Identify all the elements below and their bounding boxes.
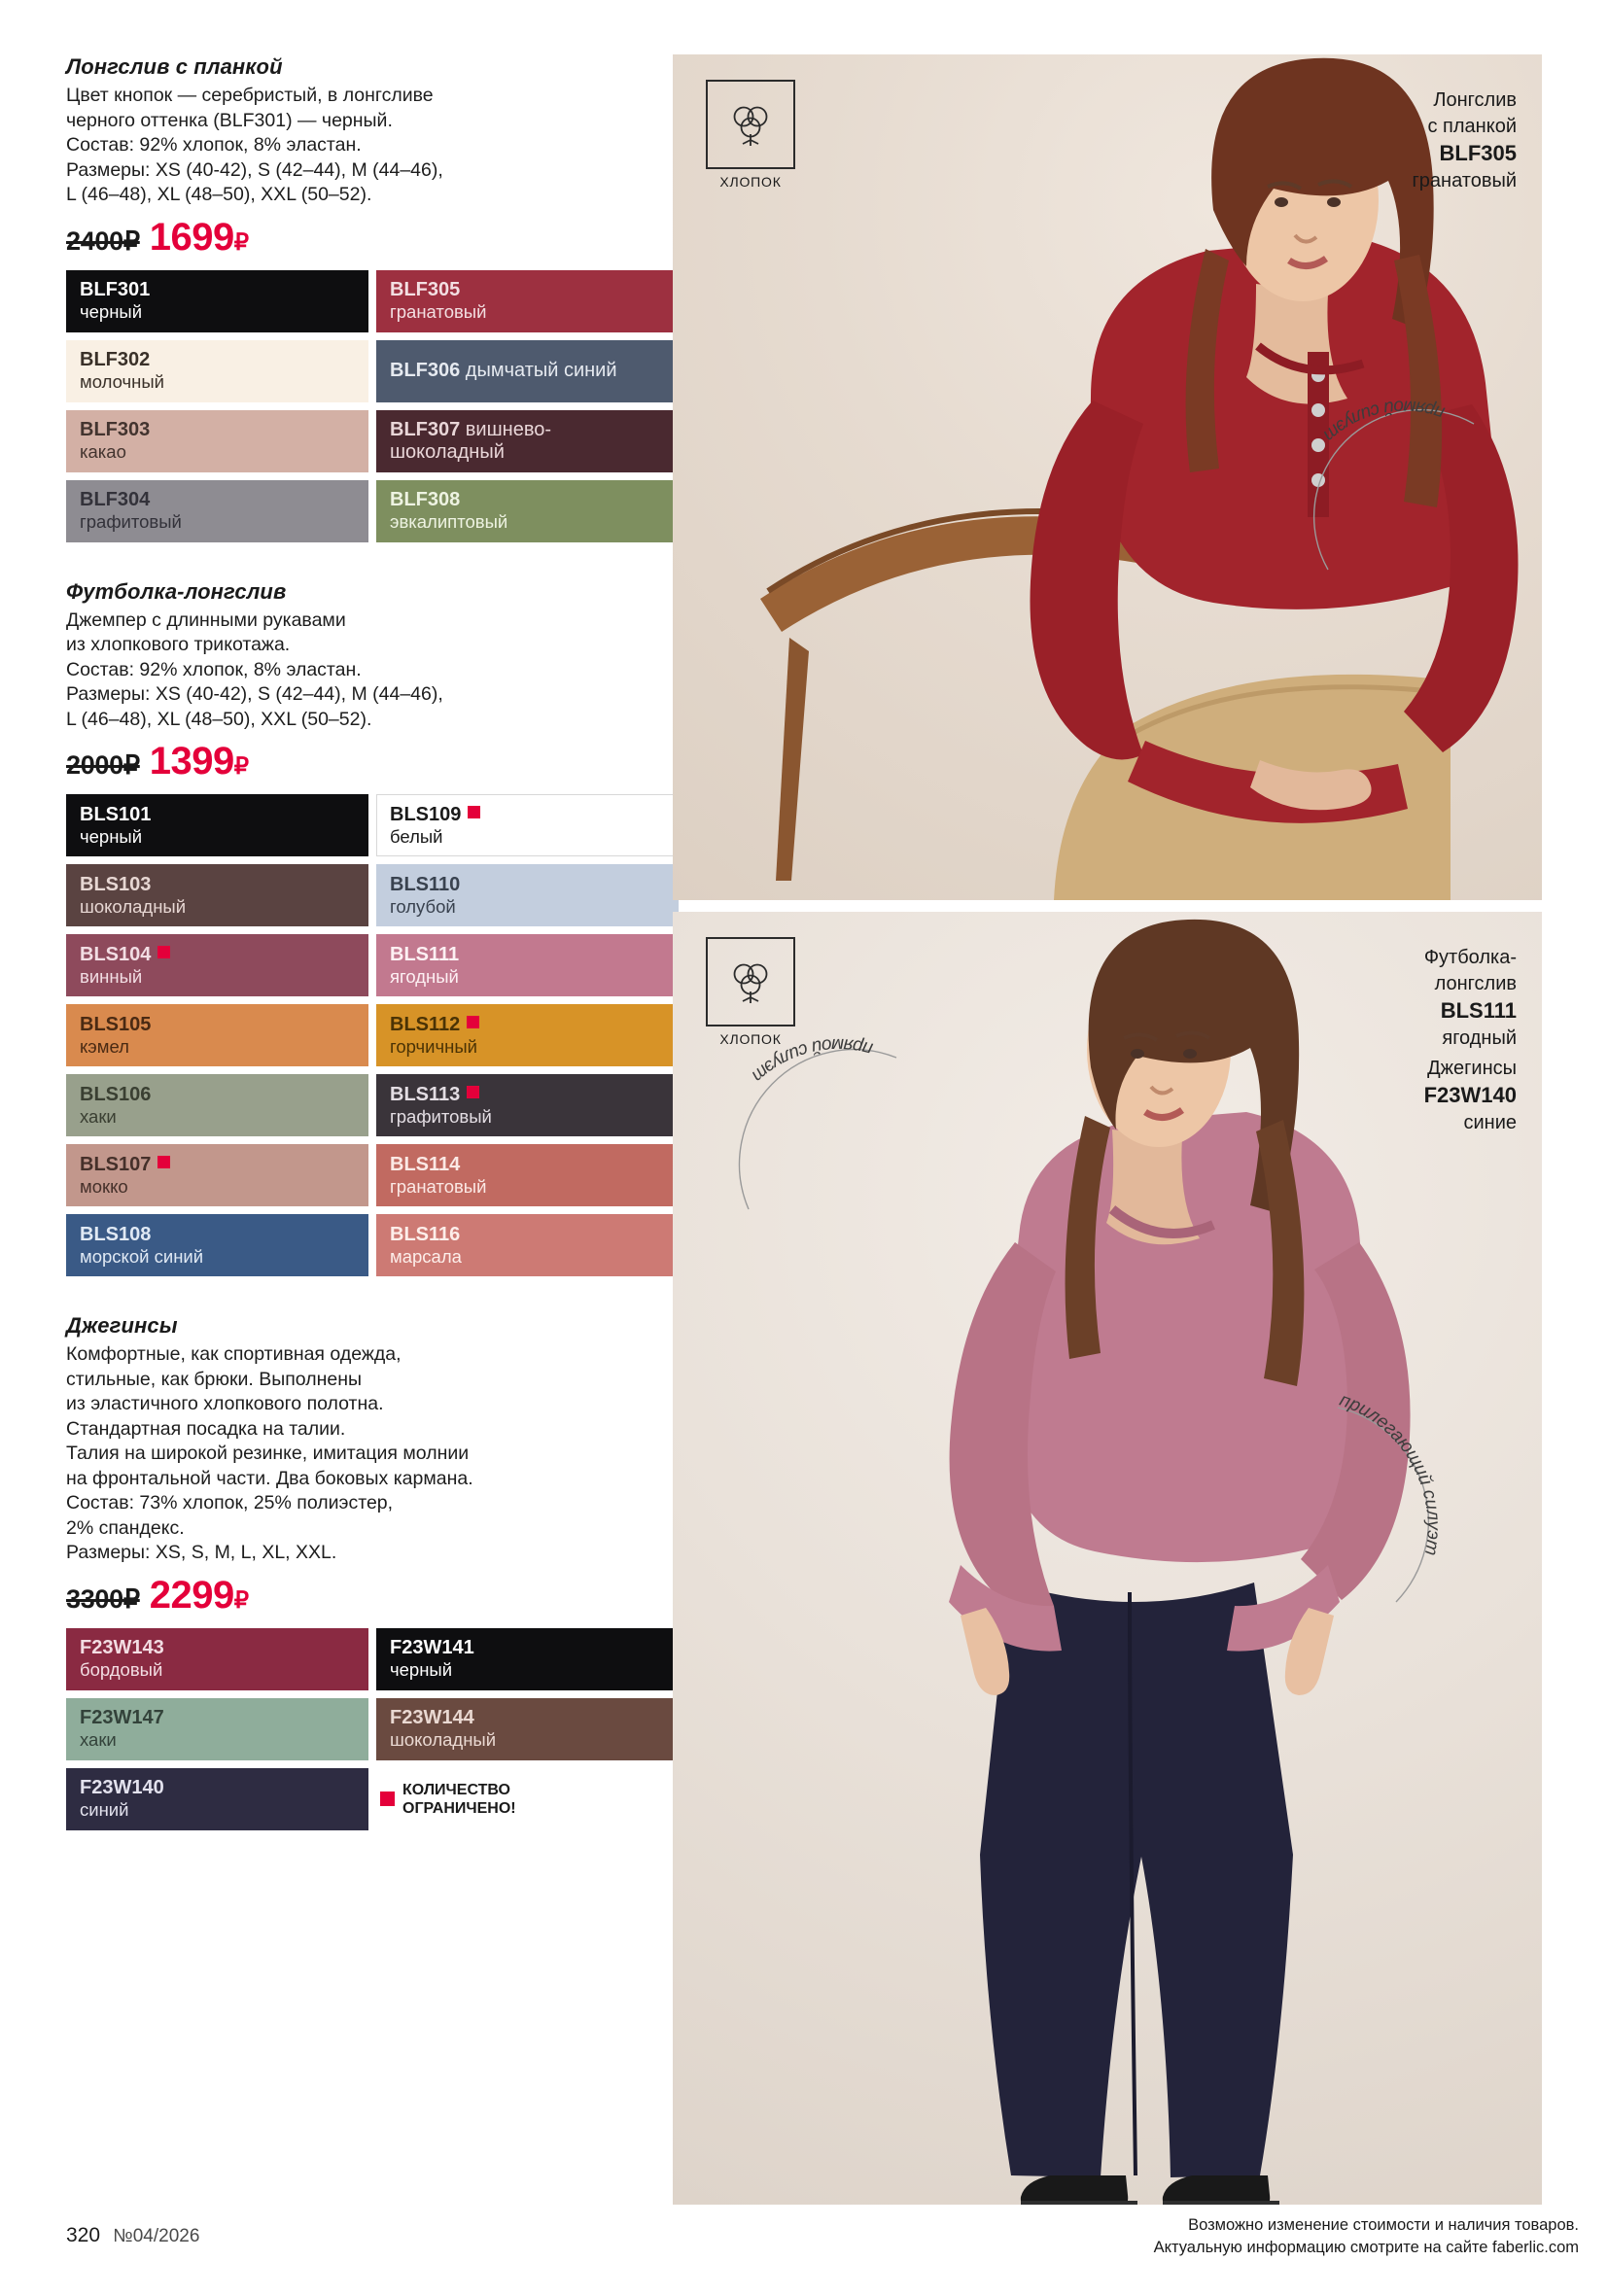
desc-line: стильные, как брюки. Выполнены — [66, 1368, 363, 1390]
new-price: 1699₽ — [149, 215, 249, 259]
new-price: 2299₽ — [149, 1573, 249, 1617]
desc-line: Талия на широкой резинке, имитация молнии — [66, 1443, 470, 1464]
color-swatch[interactable] — [66, 1144, 368, 1206]
desc-line: из эластичного хлопкового полотна. — [66, 1393, 384, 1414]
swatch-code: BLF301 — [80, 279, 151, 300]
legal-line: Возможно изменение стоимости и наличия товаров. — [1188, 2216, 1579, 2234]
swatch-name: мокко — [80, 1175, 128, 1197]
limited-quantity-marker — [467, 1016, 479, 1028]
color-swatch[interactable] — [66, 480, 368, 542]
color-swatch-grid — [66, 794, 679, 1284]
caption-color: ягодный — [1442, 1027, 1517, 1049]
swatch-code: BLS111 — [390, 943, 460, 965]
swatch-name: винный — [80, 965, 143, 987]
swatch-name: черный — [80, 825, 143, 847]
desc-line: Размеры: XS (40-42), S (42–44), M (44–46), — [66, 158, 443, 181]
swatch-name: хаки — [80, 1729, 117, 1750]
swatch-text — [390, 360, 665, 382]
color-swatch[interactable] — [66, 1698, 368, 1760]
color-swatch[interactable] — [376, 934, 679, 996]
cotton-badge — [700, 80, 801, 190]
product-block-tshirt-longsleeve — [66, 579, 679, 1285]
silhouette-arc-top — [1279, 365, 1503, 589]
swatch-code: F23W144 — [390, 1707, 474, 1728]
desc-line: L (46–48), XL (48–50), XXL (50–52). — [66, 184, 372, 205]
limited-quantity-marker — [157, 1156, 170, 1168]
product-title: Лонгслив с планкой — [66, 54, 283, 79]
color-swatch[interactable] — [66, 340, 368, 402]
color-swatch[interactable] — [376, 1698, 679, 1760]
swatch-name: кэмел — [80, 1035, 129, 1057]
caption-line: Лонгслив — [1433, 89, 1517, 111]
desc-line: Стандартная посадка на талии. — [66, 1417, 346, 1440]
color-swatch[interactable] — [66, 410, 368, 472]
desc-line: на фронтальной части. Два боковых кармана. — [66, 1467, 473, 1489]
color-swatch[interactable] — [66, 1074, 368, 1136]
old-price: 3300₽ — [66, 1583, 140, 1614]
desc-line: Цвет кнопок — серебристый, в лонгсливе — [66, 85, 434, 106]
color-swatch[interactable] — [66, 864, 368, 926]
swatch-name: голубой — [390, 895, 456, 917]
price-row — [66, 1573, 679, 1620]
caption-code: F23W140 — [1423, 1083, 1517, 1107]
swatch-name: морской синий — [80, 1245, 204, 1267]
color-swatch-grid — [66, 1628, 679, 1838]
caption-line: Джегинсы — [1427, 1058, 1517, 1079]
color-swatch[interactable] — [66, 1004, 368, 1066]
swatch-code: BLS116 — [390, 1223, 461, 1245]
desc-line: из хлопкового трикотажа. — [66, 634, 291, 655]
caption-code: BLF305 — [1439, 141, 1517, 165]
color-swatch[interactable] — [376, 864, 679, 926]
limited-quantity-marker — [157, 946, 170, 958]
swatch-code: BLF305 — [390, 279, 461, 300]
swatch-code: BLS112 — [390, 1014, 665, 1036]
arc-label: прилегающий силуэт — [1337, 1389, 1444, 1557]
color-swatch[interactable] — [66, 1768, 368, 1830]
swatch-name: молочный — [80, 371, 164, 392]
swatch-code: BLS104 — [80, 944, 355, 966]
caption-code: BLS111 — [1440, 998, 1517, 1023]
swatch-code: BLS101 — [80, 803, 152, 825]
swatch-code: BLF304 — [80, 489, 151, 510]
color-swatch[interactable] — [66, 794, 368, 856]
swatch-name: синий — [80, 1799, 129, 1820]
swatch-code: BLS113 — [390, 1084, 665, 1106]
swatch-name: черный — [390, 1659, 453, 1680]
desc-line: Размеры: XS, S, M, L, XL, XXL. — [66, 1542, 337, 1563]
page-number: 320 — [66, 2224, 101, 2246]
color-swatch[interactable] — [376, 480, 679, 542]
silhouette-arc-fitted — [1270, 1388, 1513, 1631]
color-swatch[interactable] — [66, 270, 368, 332]
swatch-name: марсала — [390, 1245, 462, 1267]
caption-line: Футболка- — [1423, 947, 1517, 968]
swatch-code: BLF303 — [80, 419, 151, 440]
cotton-flower-icon — [706, 80, 795, 169]
cotton-flower-glyph — [723, 97, 778, 152]
swatch-code: BLS109 — [390, 804, 665, 826]
issue-number: №04/2026 — [113, 2226, 200, 2246]
color-swatch[interactable] — [376, 410, 679, 472]
swatch-name: шоколадный — [80, 895, 187, 917]
old-price: 2400₽ — [66, 226, 140, 256]
photo-caption — [1424, 945, 1517, 1136]
limited-quantity-note — [376, 1768, 679, 1830]
swatch-name: какао — [80, 441, 126, 462]
swatch-code: BLS110 — [390, 873, 461, 895]
page-footer — [66, 2224, 199, 2247]
swatch-name: шоколадный — [390, 1729, 497, 1750]
swatch-name: ягодный — [390, 965, 459, 987]
swatch-name: графитовый — [80, 511, 182, 532]
desc-line: Состав: 92% хлопок, 8% эластан. — [66, 134, 362, 156]
color-swatch[interactable] — [66, 934, 368, 996]
cotton-badge-label: ХЛОПОК — [719, 174, 782, 190]
swatch-code: BLS106 — [80, 1083, 152, 1105]
product-description — [66, 609, 679, 733]
product-photo-longsleeve — [673, 54, 1542, 900]
photo-caption — [1413, 87, 1518, 194]
swatch-name: хаки — [80, 1105, 117, 1127]
silhouette-arc-straight — [692, 999, 916, 1223]
swatch-code: BLS114 — [390, 1153, 461, 1175]
color-swatch-grid — [66, 270, 679, 550]
swatch-name: графитовый — [390, 1105, 492, 1127]
desc-line: Размеры: XS (40-42), S (42–44), M (44–46), — [66, 683, 443, 705]
swatch-code: F23W140 — [80, 1777, 164, 1798]
arc-label: прямой силуэт — [747, 1033, 875, 1087]
legal-note — [996, 2214, 1579, 2259]
product-description — [66, 1342, 679, 1566]
color-swatch[interactable] — [66, 1628, 368, 1690]
color-swatch[interactable] — [376, 1074, 679, 1136]
swatch-code: BLF302 — [80, 349, 151, 370]
swatch-name: бордовый — [80, 1659, 163, 1680]
color-swatch[interactable] — [376, 270, 679, 332]
caption-color: гранатовый — [1412, 170, 1517, 191]
swatch-code: BLS105 — [80, 1013, 152, 1035]
caption-line: лонгслив — [1434, 973, 1517, 994]
desc-line: Состав: 73% хлопок, 25% полиэстер, — [66, 1492, 394, 1513]
swatch-code: F23W147 — [80, 1707, 164, 1728]
price-row — [66, 215, 679, 262]
color-swatch[interactable] — [376, 1214, 679, 1276]
swatch-code: BLF307 — [390, 418, 461, 440]
desc-line: черного оттенка (BLF301) — черный. — [66, 109, 393, 131]
limited-quantity-text: КОЛИЧЕСТВО ОГРАНИЧЕНО! — [402, 1781, 516, 1817]
product-photo-tshirt-jeggings — [673, 912, 1542, 2205]
product-block-jeggings — [66, 1313, 679, 1838]
limited-quantity-marker — [468, 806, 480, 818]
legal-line: Актуальную информацию смотрите на сайте faberlic.com — [1153, 2239, 1579, 2256]
product-description — [66, 84, 679, 208]
product-title: Футболка-лонгслив — [66, 578, 287, 604]
swatch-text — [390, 419, 665, 464]
swatch-name: черный — [80, 301, 143, 322]
limited-quantity-marker — [467, 1086, 479, 1098]
old-price: 2000₽ — [66, 750, 140, 780]
swatch-code: BLF308 — [390, 489, 461, 510]
price-row — [66, 742, 679, 786]
color-swatch[interactable] — [376, 1144, 679, 1206]
color-swatch[interactable] — [376, 1628, 679, 1690]
desc-line: Джемпер с длинными рукавами — [66, 609, 346, 631]
new-price: 1399₽ — [149, 740, 249, 783]
swatch-code: F23W143 — [80, 1637, 164, 1658]
swatch-name: дымчатый синий — [460, 360, 617, 381]
limited-quantity-marker — [380, 1792, 395, 1806]
swatch-code: BLF306 — [390, 360, 461, 381]
swatch-code: F23W141 — [390, 1637, 474, 1658]
swatch-code: BLS108 — [80, 1223, 152, 1245]
swatch-code: BLS103 — [80, 873, 152, 895]
swatch-code: BLS107 — [80, 1154, 355, 1176]
desc-line: Комфортные, как спортивная одежда, — [66, 1343, 402, 1365]
cotton-badge-label: ХЛОПОК — [719, 1031, 782, 1047]
product-title: Джегинсы — [66, 1313, 178, 1338]
caption-color: синие — [1463, 1112, 1517, 1133]
swatch-name: эвкалиптовый — [390, 511, 508, 532]
color-swatch[interactable] — [376, 1004, 679, 1066]
color-swatch[interactable] — [66, 1214, 368, 1276]
desc-line: L (46–48), XL (48–50), XXL (50–52). — [66, 708, 372, 730]
swatch-name: горчичный — [390, 1035, 477, 1057]
swatch-name: гранатовый — [390, 1175, 487, 1197]
swatch-name: белый — [390, 825, 443, 847]
arc-label: прямой силуэт — [1318, 396, 1448, 446]
swatch-name: гранатовый — [390, 301, 487, 322]
swatch-name: вишнево-шоколадный — [390, 418, 551, 463]
desc-line: 2% спандекс. — [66, 1516, 185, 1539]
desc-line: Состав: 92% хлопок, 8% эластан. — [66, 658, 362, 680]
product-block-longsleeve-placket — [66, 54, 679, 550]
color-swatch[interactable] — [376, 794, 679, 856]
caption-line: с планкой — [1427, 116, 1517, 137]
color-swatch[interactable] — [376, 340, 679, 402]
left-column — [66, 54, 679, 1838]
